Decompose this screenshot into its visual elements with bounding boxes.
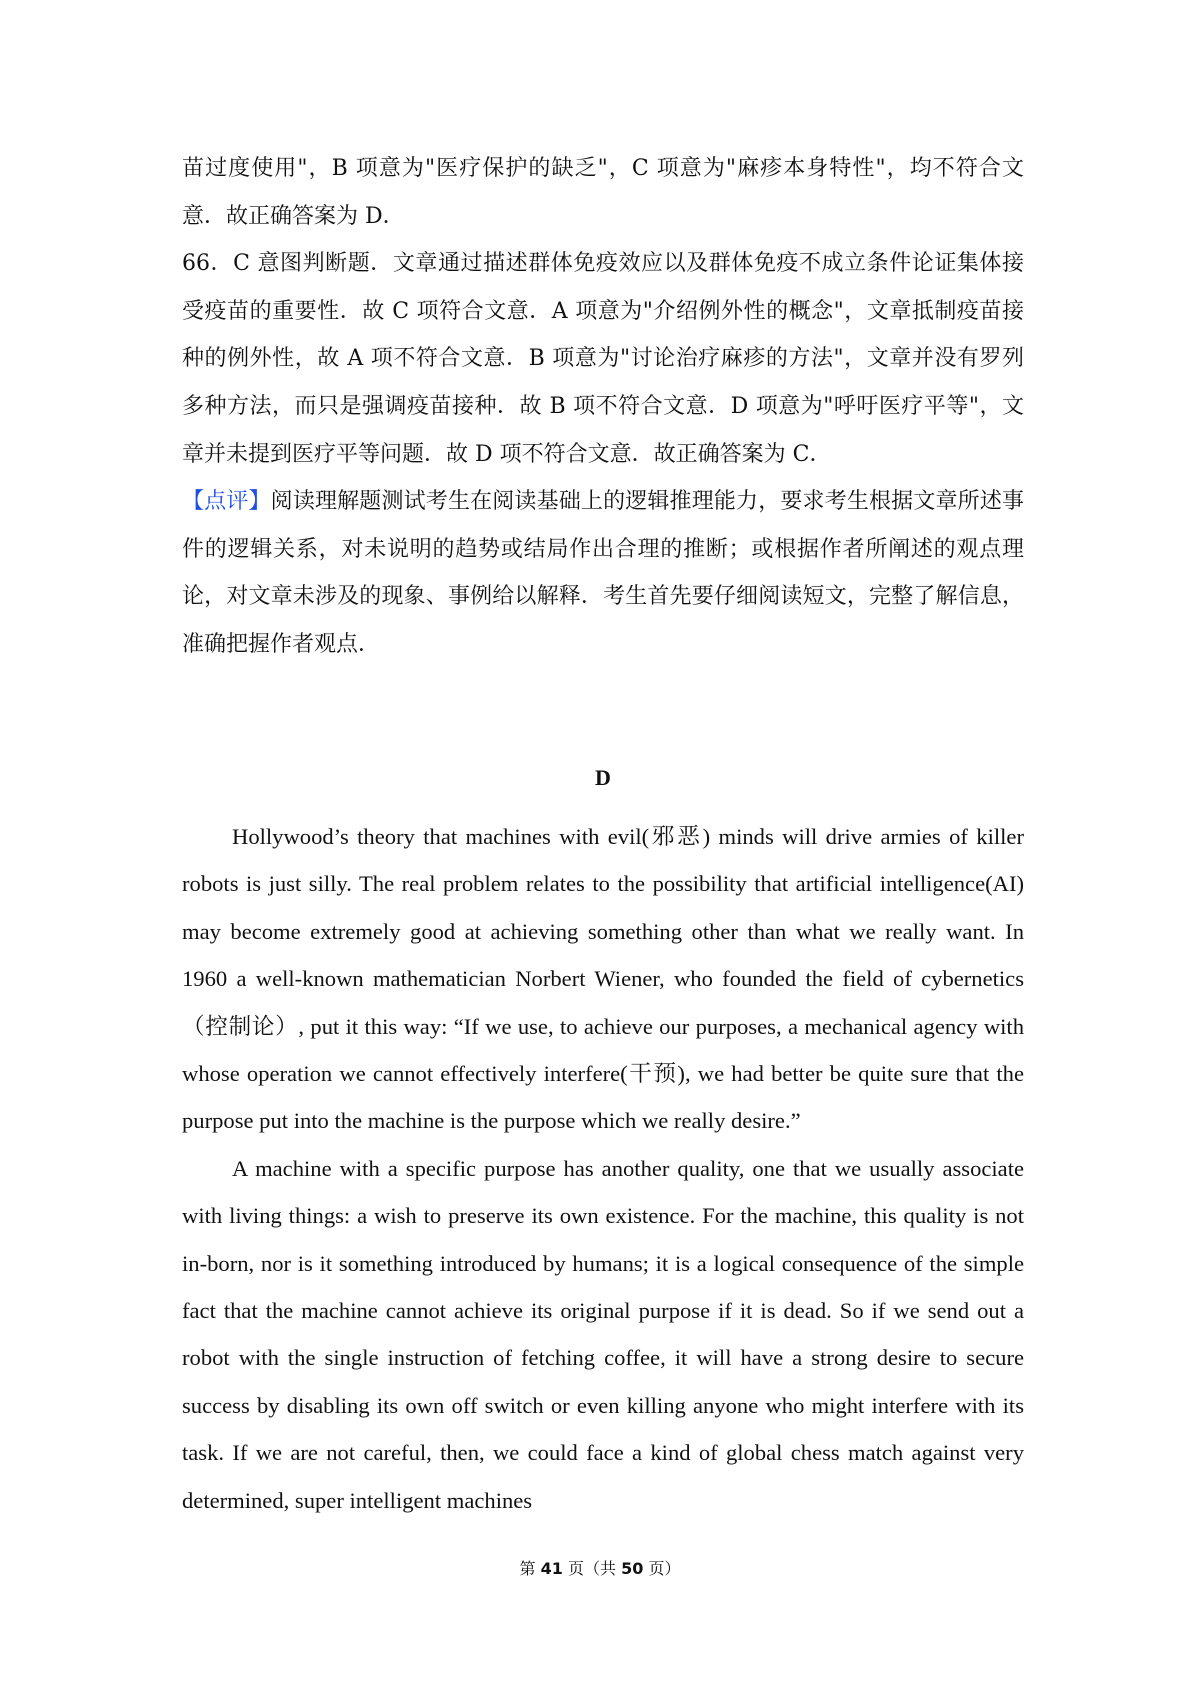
footer-prefix: 第 (519, 1559, 541, 1578)
passage-heading: D (595, 765, 611, 790)
explanation-paragraph-65-end: 苗过度使用"，B 项意为"医疗保护的缺乏"，C 项意为"麻疹本身特性"，均不符合文意．故正确答案为 D． (182, 156, 1024, 229)
passage-paragraph-1: Hollywood’s theory that machines with evil(邪恶) minds will drive armies of killer robots is just silly. The real problem relates to the possibility that artificial intelligence(AI) may become extremely good at achieving something other than what we really want. In 1960 a well-known mathematician Norbert Wiener, who founded the field of cybernetics（控制论）, put it this way: “If we use, to achieve our purposes, a mechanical agency with whose operation we cannot effectively interfere(干预), we had better be quite sure that the purpose put into the machine is the purpose which we really desire.” (182, 824, 1024, 1134)
document-page (182, 145, 1024, 1513)
comment-text: 阅读理解题测试考生在阅读基础上的逻辑推理能力，要求考生根据文章所述事件的逻辑关系，对未说明的趋势或结局作出合理的推断；或根据作者所阐述的观点理论，对文章未涉及的现象、事例给以解释．考生首先要仔细阅读短文，完整了解信息，准确把握作者观点． (182, 489, 1024, 657)
passage-body (182, 813, 1024, 1524)
footer-middle: 页（共 (562, 1559, 622, 1578)
comment-paragraph (182, 478, 1024, 668)
footer-total-pages: 50 (621, 1559, 644, 1578)
explanation-paragraph-66: 66．C 意图判断题．文章通过描述群体免疫效应以及群体免疫不成立条件论证集体接受疫苗的重要性．故 C 项符合文意．A 项意为"介绍例外性的概念"，文章抵制疫苗接种的例外性，故 A 项不符合文意．B 项意为"讨论治疗麻疹的方法"，文章并没有罗列多种方法，而只是强调疫苗接种．故 B 项不符合文意．D 项意为"呼吁医疗平等"，文章并未提到医疗平等问题．故 D 项不符合文意．故正确答案为 C． (182, 251, 1024, 467)
footer-current-page: 41 (540, 1559, 563, 1578)
comment-label: 【点评】 (182, 489, 271, 515)
passage-paragraph-2: A machine with a specific purpose has another quality, one that we usually associate with living things: a wish to preserve its own existence. For the machine, this quality is not in-born, nor is it something introduced by humans; it is a logical consequence of the simple fact that the machine cannot achieve its original purpose if it is dead. So if we send out a robot with the single instruction of fetching coffee, it will have a strong desire to secure success by disabling its own off switch or even killing anyone who might interfere with its task. If we are not careful, then, we could face a kind of global chess match against very determined, super intelligent machines (182, 1155, 1024, 1513)
footer-suffix: 页） (643, 1559, 681, 1578)
page-footer (0, 1556, 1200, 1579)
